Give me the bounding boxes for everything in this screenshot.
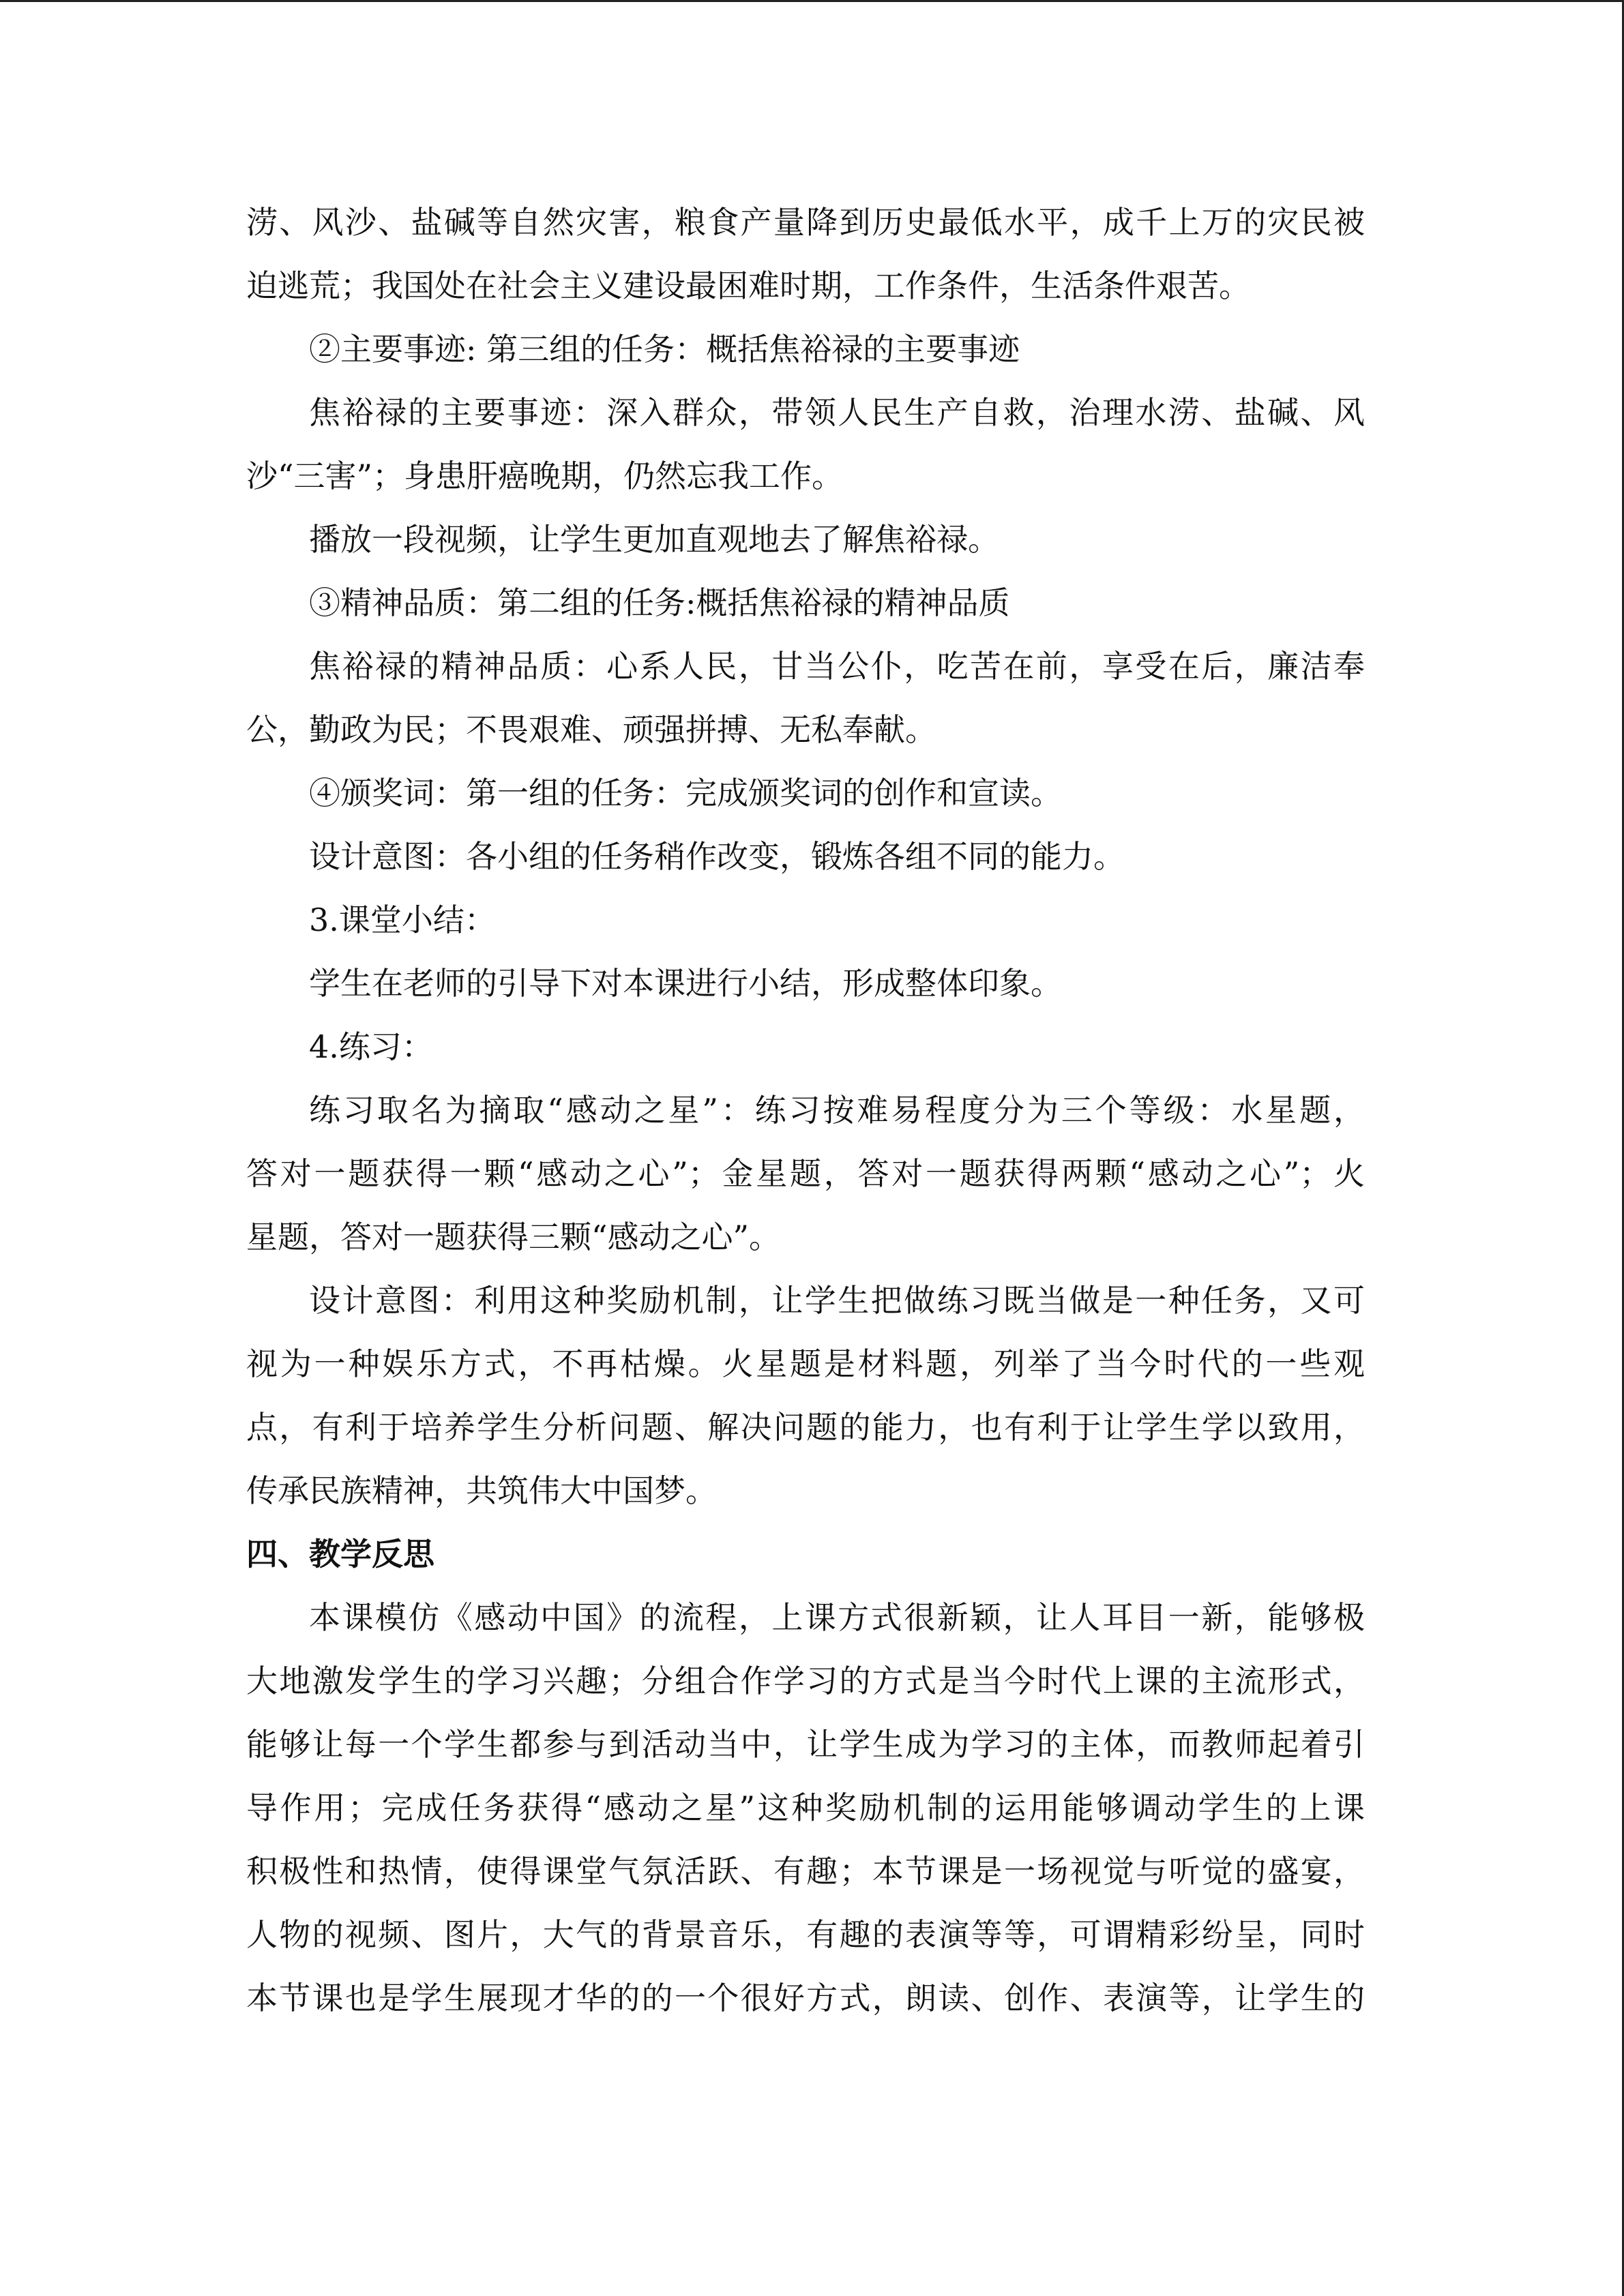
text-line: 传承民族精神，共筑伟大中国梦。 (246, 1472, 717, 1509)
text-line: 迫逃荒；我国处在社会主义建设最困难时期，工作条件，生活条件艰苦。 (246, 267, 1250, 304)
text-line: 能够让每一个学生都参与到活动当中，让学生成为学习的主体，而教师起着引 (246, 1726, 1365, 1763)
text-line: 视为一种娱乐方式，不再枯燥。火星题是材料题，列举了当今时代的一些观 (246, 1345, 1365, 1382)
text-line: 大地激发学生的学习兴趣；分组合作学习的方式是当今时代上课的主流形式， (246, 1663, 1365, 1699)
text-line: 本节课也是学生展现才华的的一个很好方式，朗读、创作、表演等，让学生的 (246, 1980, 1365, 2016)
text-line: 学生在老师的引导下对本课进行小结，形成整体印象。 (309, 965, 1062, 1002)
text-line: 人物的视频、图片，大气的背景音乐，有趣的表演等等，可谓精彩纷呈，同时 (246, 1916, 1365, 1953)
text-line: ③精神品质：第二组的任务:概括焦裕禄的精神品质 (309, 584, 1010, 621)
text-line: 本课模仿《感动中国》的流程，上课方式很新颖，让人耳目一新，能够极 (309, 1599, 1365, 1636)
text-line: 播放一段视频，让学生更加直观地去了解焦裕禄。 (309, 521, 999, 558)
text-line: 涝、风沙、盐碱等自然灾害，粮食产量降到历史最低水平，成千上万的灾民被 (246, 204, 1365, 241)
text-line: 星题，答对一题获得三颗“感动之心”。 (246, 1219, 781, 1255)
text-line: 焦裕禄的精神品质：心系人民，甘当公仆，吃苦在前，享受在后，廉洁奉 (309, 648, 1365, 685)
text-line: 点，有利于培养学生分析问题、解决问题的能力，也有利于让学生学以致用， (246, 1409, 1365, 1446)
section-heading: 四、教学反思 (246, 1536, 434, 1572)
text-line: 4.练习： (309, 1028, 433, 1065)
text-line: 积极性和热情，使得课堂气氛活跃、有趣；本节课是一场视觉与听觉的盛宴， (246, 1853, 1365, 1890)
text-line: ②主要事迹: 第三组的任务：概括焦裕禄的主要事迹 (309, 331, 1020, 368)
text-line: 答对一题获得一颗“感动之心”；金星题，答对一题获得两颗“感动之心”；火 (246, 1155, 1365, 1192)
text-line: 导作用；完成任务获得“感动之星”这种奖励机制的运用能够调动学生的上课 (246, 1789, 1365, 1826)
text-line: 练习取名为摘取“感动之星”：练习按难易程度分为三个等级：水星题， (309, 1092, 1365, 1129)
text-line: 设计意图：各小组的任务稍作改变，锻炼各组不同的能力。 (309, 838, 1125, 875)
text-line: 3.课堂小结： (309, 901, 496, 938)
text-line: 沙“三害”；身患肝癌晚期，仍然忘我工作。 (246, 458, 844, 494)
page-border-top (0, 0, 1624, 2)
text-line: 公，勤政为民；不畏艰难、顽强拼搏、无私奉献。 (246, 711, 936, 748)
text-line: 设计意图：利用这种奖励机制，让学生把做练习既当做是一种任务，又可 (309, 1282, 1365, 1319)
text-line: 焦裕禄的主要事迹：深入群众，带领人民生产自救，治理水涝、盐碱、风 (309, 394, 1365, 431)
text-line: ④颁奖词：第一组的任务：完成颁奖词的创作和宣读。 (309, 775, 1062, 811)
document-body (246, 191, 1365, 2030)
